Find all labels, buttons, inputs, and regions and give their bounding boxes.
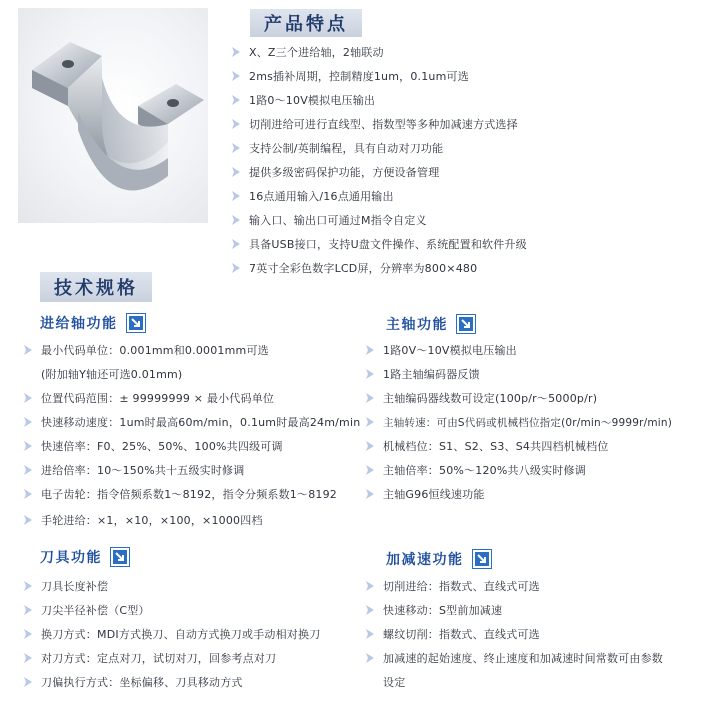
chevron-right-icon: [364, 652, 376, 664]
chevron-right-icon: [364, 416, 376, 428]
list-item: 对刀方式：定点对刀，试切对刀，回参考点对刀: [22, 646, 276, 670]
arrow-down-right-icon: [111, 548, 129, 566]
chevron-right-icon: [230, 70, 242, 82]
chevron-right-icon: [364, 604, 376, 616]
list-item: 快速移动速度：1um时最高60m/min，0.1um时最高24m/min: [22, 410, 360, 434]
chevron-right-icon: [22, 488, 34, 500]
list-item: 螺纹切削：指数式、直线式可选: [364, 622, 540, 646]
list-item: 主轴G96恒线速功能: [364, 482, 485, 506]
list-item: 提供多级密码保护功能，方便设备管理: [230, 160, 439, 184]
spindle-heading-label: 主轴功能: [386, 317, 448, 333]
chevron-right-icon: [22, 604, 34, 616]
chevron-right-icon: [230, 118, 242, 130]
chevron-right-icon: [230, 46, 242, 58]
accel-heading: [386, 549, 491, 569]
product-photo: [18, 8, 208, 223]
aluminum-clamp-image: [18, 8, 208, 223]
list-item: 7英寸全彩色数字LCD屏，分辨率为800×480: [230, 256, 477, 280]
chevron-right-icon: [230, 238, 242, 250]
list-item: 主轴编码器线数可设定(100p/r～5000p/r): [364, 386, 597, 410]
list-item: 进给倍率：10～150%共十五级实时修调: [22, 458, 244, 482]
chevron-right-icon: [22, 464, 34, 476]
arrow-down-right-icon: [457, 315, 475, 333]
list-item: 手轮进给：×1，×10，×100，×1000四档: [22, 508, 263, 532]
chevron-right-icon: [364, 368, 376, 380]
list-item: 最小代码单位：0.001mm和0.0001mm可选: [22, 338, 269, 362]
list-item: 输入口、输出口可通过M指令自定义: [230, 208, 427, 232]
chevron-right-icon: [22, 440, 34, 452]
arrow-down-right-icon: [473, 550, 491, 568]
features-title: 产品特点: [250, 9, 362, 37]
list-item: 主轴倍率：50%～120%共八级实时修调: [364, 458, 586, 482]
list-item: 支持公制/英制编程，具有自动对刀功能: [230, 136, 443, 160]
list-item: 电子齿轮：指令倍频系数1～8192，指令分频系数1～8192: [22, 482, 337, 506]
list-item: 快速倍率：F0、25%、50%、100%共四级可调: [22, 434, 283, 458]
list-item: 机械档位：S1、S2、S3、S4共四档机械档位: [364, 434, 609, 458]
chevron-right-icon: [364, 464, 376, 476]
tool-heading: [40, 547, 129, 567]
list-item: (附加轴Y轴还可选0.01mm): [41, 368, 183, 381]
chevron-right-icon: [230, 262, 242, 274]
chevron-right-icon: [22, 652, 34, 664]
specs-title: 技术规格: [40, 272, 152, 302]
chevron-right-icon: [22, 416, 34, 428]
chevron-right-icon: [364, 580, 376, 592]
chevron-right-icon: [230, 190, 242, 202]
chevron-right-icon: [22, 676, 34, 688]
accel-heading-label: 加减速功能: [386, 552, 464, 568]
list-item: 主轴转速：可由S代码或机械档位指定(0r/min～9999r/min): [364, 410, 672, 434]
list-item: 1路0～10V模拟电压输出: [230, 88, 375, 112]
chevron-right-icon: [364, 488, 376, 500]
list-item: 1路主轴编码器反馈: [364, 362, 480, 386]
list-item: X、Z三个进给轴，2轴联动: [230, 40, 384, 64]
list-item: 刀尖半径补偿（C型）: [22, 598, 150, 622]
list-item: 1路0V～10V模拟电压输出: [364, 338, 517, 362]
tool-heading-label: 刀具功能: [40, 550, 102, 566]
chevron-right-icon: [22, 628, 34, 640]
chevron-right-icon: [22, 344, 34, 356]
chevron-right-icon: [364, 440, 376, 452]
list-item-continuation: 设定: [383, 676, 406, 689]
chevron-right-icon: [364, 392, 376, 404]
feed-axis-heading-label: 进给轴功能: [40, 316, 118, 332]
list-item: 快速移动：S型前加减速: [364, 598, 502, 622]
list-item: 切削进给：指数式、直线式可选: [364, 574, 540, 598]
list-item: 切削进给可进行直线型、指数型等多种加减速方式选择: [230, 112, 518, 136]
list-item: 刀偏执行方式：坐标偏移、刀具移动方式: [22, 670, 243, 694]
chevron-right-icon: [22, 514, 34, 526]
chevron-right-icon: [22, 580, 34, 592]
list-item: 16点通用输入/16点通用输出: [230, 184, 394, 208]
arrow-down-right-icon: [127, 314, 145, 332]
chevron-right-icon: [230, 214, 242, 226]
list-item: 2ms插补周期，控制精度1um，0.1um可选: [230, 64, 469, 88]
list-item: 具备USB接口，支持U盘文件操作、系统配置和软件升级: [230, 232, 527, 256]
chevron-right-icon: [364, 628, 376, 640]
list-item: 位置代码范围：± 99999999 × 最小代码单位: [22, 386, 274, 410]
chevron-right-icon: [22, 392, 34, 404]
chevron-right-icon: [230, 166, 242, 178]
list-item: 加减速的起始速度、终止速度和加减速时间常数可由参数: [364, 646, 663, 670]
chevron-right-icon: [230, 94, 242, 106]
feed-axis-heading: [40, 313, 145, 333]
list-item: 换刀方式：MDI方式换刀、自动方式换刀或手动相对换刀: [22, 622, 320, 646]
chevron-right-icon: [364, 344, 376, 356]
chevron-right-icon: [230, 142, 242, 154]
list-item: 刀具长度补偿: [22, 574, 108, 598]
spindle-heading: [386, 314, 475, 334]
